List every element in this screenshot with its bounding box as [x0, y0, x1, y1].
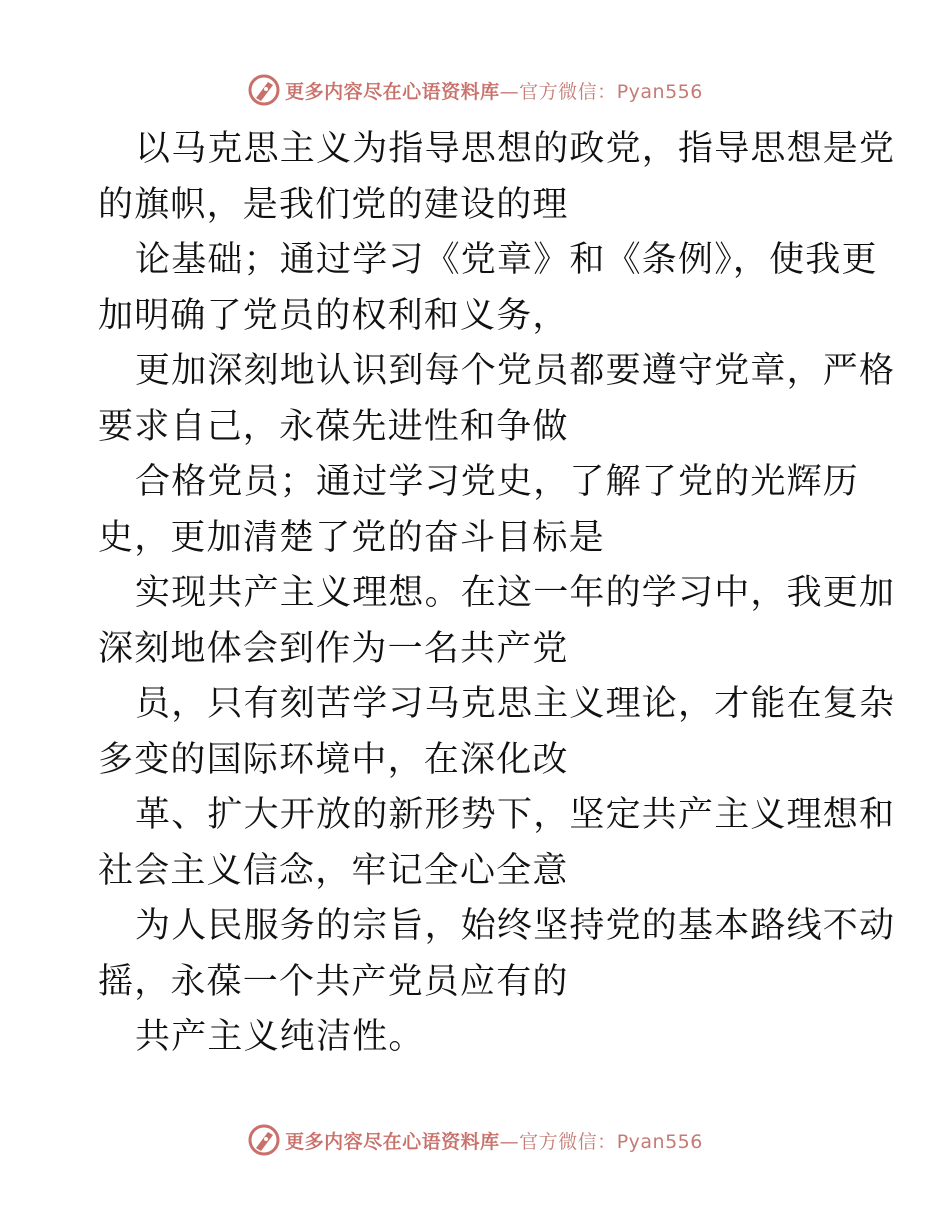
banner-label: 官方微信：	[519, 80, 617, 103]
banner-text	[285, 1127, 703, 1154]
document-body	[98, 122, 896, 1066]
banner-main-text: 更多内容尽在心语资料库	[285, 1130, 500, 1153]
paragraph-line: 更加深刻地认识到每个党员都要遵守党章，严格	[135, 351, 896, 391]
paragraph-line: 为人民服务的宗旨，始终坚持党的基本路线不动	[135, 906, 896, 946]
paragraph-line: 社会主义信念，牢记全心全意	[98, 850, 569, 891]
banner-dash: —	[499, 1130, 520, 1153]
paragraph	[98, 122, 896, 233]
banner-label: 官方微信：	[519, 1130, 617, 1153]
banner-main-text: 更多内容尽在心语资料库	[285, 80, 500, 103]
paragraph-line: 革、扩大开放的新形势下，坚定共产主义理想和	[135, 795, 896, 835]
paragraph	[98, 455, 858, 566]
paragraph	[98, 344, 896, 455]
pen-nib-circle-icon	[247, 1123, 281, 1157]
paragraph-line: 要求自己，永葆先进性和争做	[98, 406, 569, 447]
banner-dash: —	[499, 80, 520, 103]
paragraph-line: 员，只有刻苦学习马克思主义理论，才能在复杂	[135, 684, 896, 724]
paragraph-line: 以马克思主义为指导思想的政党，指导思想是党	[135, 129, 896, 169]
paragraph-line: 共产主义纯洁性。	[135, 1017, 425, 1057]
paragraph	[98, 677, 896, 788]
paragraph-line: 深刻地体会到作为一名共产党	[98, 628, 569, 669]
paragraph	[98, 566, 896, 677]
banner-id: Pyan556	[616, 80, 703, 103]
paragraph-line: 摇，永葆一个共产党员应有的	[98, 961, 569, 1002]
paragraph-line: 实现共产主义理想。在这一年的学习中，我更加	[135, 573, 896, 613]
header-banner	[0, 70, 950, 110]
paragraph-line: 论基础；通过学习《党章》和《条例》，使我更	[135, 240, 878, 280]
footer-banner	[0, 1120, 950, 1160]
paragraph-line: 多变的国际环境中，在深化改	[98, 739, 569, 780]
banner-id: Pyan556	[616, 1130, 703, 1153]
pen-nib-circle-icon	[247, 73, 281, 107]
paragraph-line: 的旗帜，是我们党的建设的理	[98, 184, 569, 225]
paragraph-line: 史，更加清楚了党的奋斗目标是	[98, 517, 605, 558]
paragraph	[98, 788, 896, 899]
paragraph	[98, 899, 896, 1010]
paragraph	[98, 233, 878, 344]
paragraph	[98, 1010, 858, 1066]
paragraph-line: 合格党员；通过学习党史，了解了党的光辉历	[135, 462, 860, 502]
paragraph-line: 加明确了党员的权利和义务，	[98, 295, 569, 336]
banner-text	[285, 77, 703, 104]
